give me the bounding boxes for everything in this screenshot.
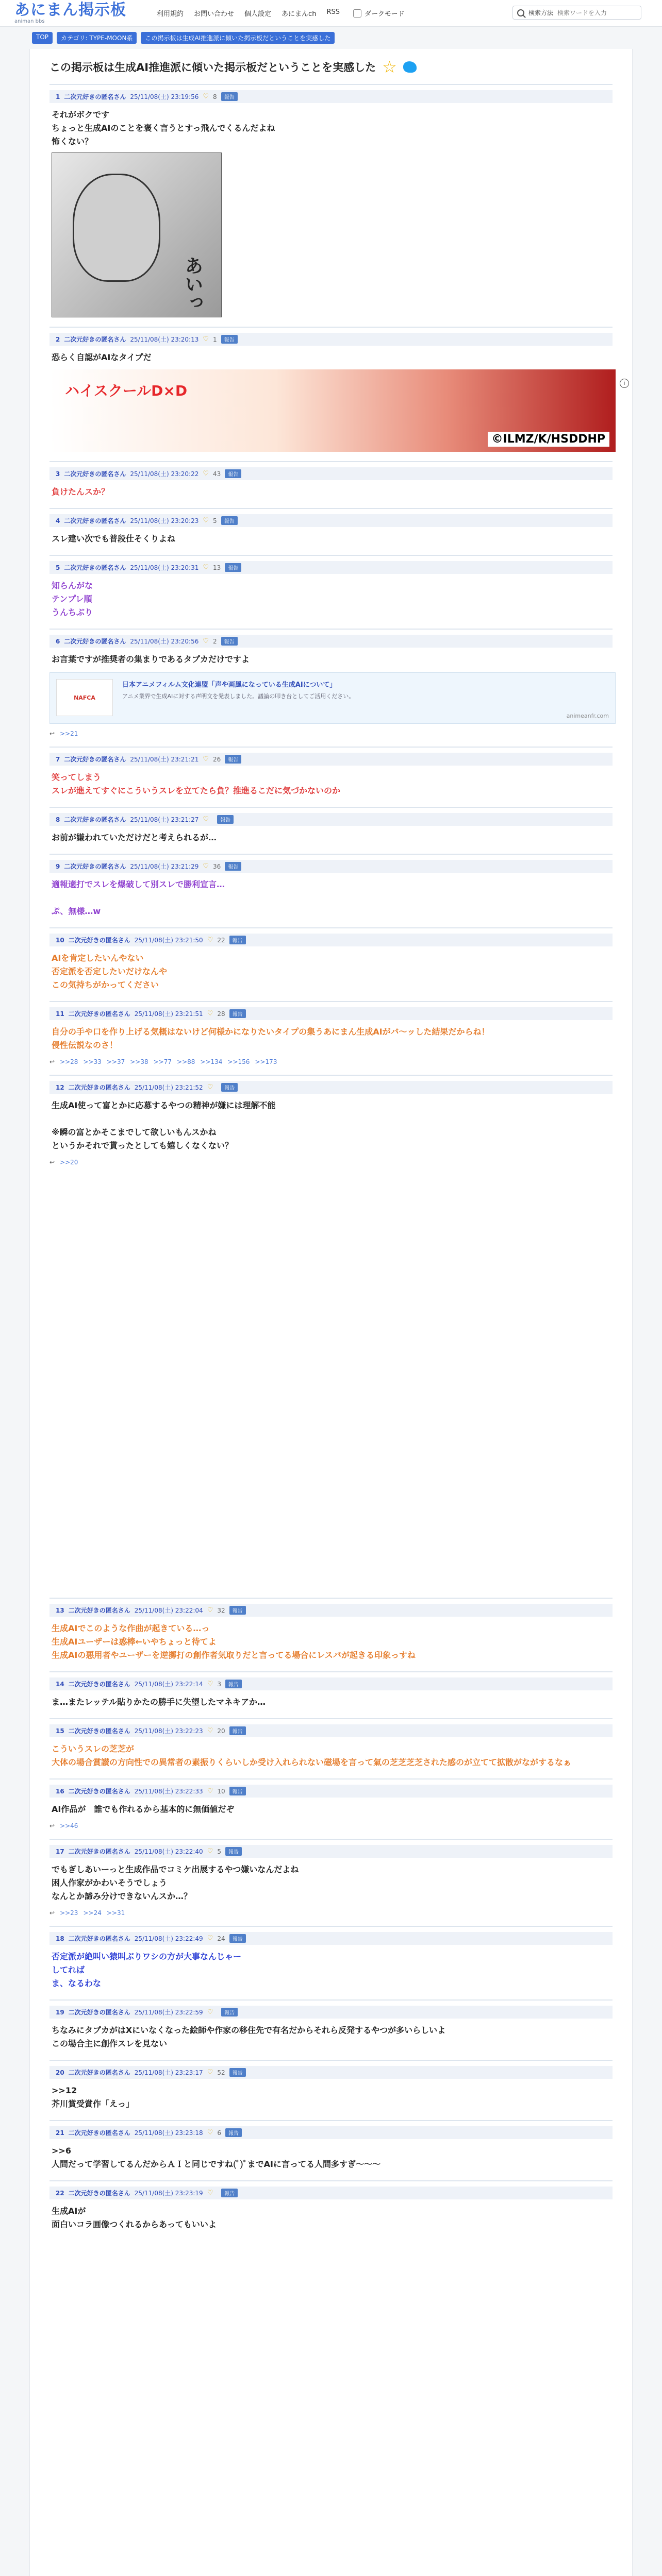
poster-name: 二次元好きの匿名さん (68, 937, 130, 944)
thread-container (29, 49, 633, 2576)
reply-links (49, 1909, 613, 1917)
post-meta (49, 333, 613, 346)
poster-name: 二次元好きの匿名さん (64, 517, 126, 524)
report-button[interactable]: 報告 (225, 563, 241, 572)
like-icon[interactable]: ♡ (207, 2008, 213, 2016)
reply-links (49, 730, 613, 737)
post-body: お前が嫌われていただけだと考えられるが… (52, 833, 217, 842)
post (49, 327, 625, 461)
breadcrumb-thread[interactable]: この掲示板は生成AI推進派に傾いた掲示板だということを実感した (141, 32, 335, 44)
nav-animanch[interactable]: あにまんch (282, 10, 317, 18)
like-count: 52 (217, 2069, 225, 2076)
post-image[interactable] (49, 369, 625, 452)
poster-name: 二次元好きの匿名さん (64, 470, 126, 478)
poster-name: 二次元好きの匿名さん (64, 93, 126, 100)
like-count: 36 (213, 862, 221, 870)
post-meta (49, 635, 613, 648)
post-number[interactable]: 10 (56, 936, 64, 944)
post-number[interactable]: 2 (56, 335, 60, 343)
post-meta (49, 1081, 613, 1094)
post-image[interactable] (52, 152, 222, 317)
reply-link[interactable]: >>88 (177, 1058, 195, 1065)
post-meta (49, 1785, 613, 1798)
reply-icon: ↩ (49, 1909, 55, 1917)
post (49, 84, 613, 327)
poster-name: 二次元好きの匿名さん (64, 816, 126, 823)
post-meta (49, 934, 613, 946)
post-date: 25/11/08(土) 23:20:23 (130, 517, 199, 524)
like-icon[interactable]: ♡ (207, 1083, 213, 1091)
post-body: こういうスレの芝芝が 大体の場合賞讃の方向性での異常者の素振りくらいしか受け入れられない磁場を言って氣の芝芝芝芝された感のが立てて拡散がながするなぁ (52, 1744, 572, 1767)
post-date: 25/11/08(土) 23:23:19 (134, 2190, 203, 2197)
post-body: 生成AIが 面白いコラ画像つくれるからあってもいいよ (52, 2206, 217, 2229)
report-button[interactable]: 報告 (229, 1934, 246, 1943)
post-body: スレ建い次でも普段仕そくりよね (52, 534, 176, 544)
breadcrumb-category[interactable]: カテゴリ: TYPE-MOON系 (57, 32, 137, 44)
like-icon[interactable]: ♡ (207, 2069, 213, 2076)
post-meta (49, 2126, 613, 2139)
report-button[interactable]: 報告 (221, 637, 238, 646)
manga-text: あいっ (182, 256, 203, 312)
card-description: アニメ業界で生成AIに対する声明文を発表しました。議論の叩き台としてご活用ください。 (122, 693, 355, 700)
reply-link[interactable]: >>21 (60, 730, 78, 737)
report-button[interactable]: 報告 (229, 1726, 246, 1735)
like-icon[interactable]: ♡ (203, 470, 209, 478)
post (49, 747, 613, 807)
like-count: 2 (213, 637, 217, 645)
search-input[interactable] (557, 9, 635, 16)
post (49, 508, 613, 555)
search-icon[interactable] (517, 9, 524, 16)
poster-name: 二次元好きの匿名さん (64, 863, 126, 870)
post-date: 25/11/08(土) 23:21:51 (134, 1010, 203, 1018)
like-icon[interactable]: ♡ (207, 2129, 213, 2137)
post-number[interactable]: 18 (56, 1935, 64, 1942)
site-logo[interactable] (14, 2, 143, 24)
post-meta (49, 860, 613, 873)
like-count: 26 (213, 755, 221, 763)
reply-link[interactable]: >>46 (60, 1822, 78, 1829)
like-icon[interactable]: ♡ (207, 1606, 213, 1614)
post-body: それがボクです ちょっと生成AIのことを褒く言うとすっ飛んでくるんだよね 怖くない？ (52, 110, 275, 146)
poster-name: 二次元好きの匿名さん (64, 336, 126, 343)
post-meta (49, 1604, 613, 1617)
post (49, 1718, 613, 1778)
like-icon[interactable]: ♡ (203, 564, 209, 571)
post-number[interactable]: 3 (56, 470, 60, 478)
card-title[interactable]: 日本アニメフィルム文化連盟「声や画風になっている生成AIについて」 (122, 681, 337, 689)
like-count: 22 (217, 936, 225, 944)
post-body: >>6 人間だって学習してるんだからＡＩと同じですね(ﾟ)ﾟまでAIに言ってる人間多すぎ〜〜〜 (52, 2146, 380, 2169)
like-icon[interactable]: ♡ (203, 755, 209, 763)
post-date: 25/11/08(土) 23:21:52 (134, 1084, 203, 1091)
post-meta (49, 1677, 613, 1690)
post-body: ま…またレッテル貼りかたの勝手に失望したマネキアか… (52, 1697, 266, 1707)
post (49, 1671, 613, 1718)
post-date: 25/11/08(土) 23:23:18 (134, 2129, 203, 2137)
like-icon[interactable]: ♡ (203, 637, 209, 645)
poster-name: 二次元好きの匿名さん (68, 1848, 130, 1855)
post-date: 25/11/08(土) 23:22:14 (134, 1681, 203, 1688)
reply-link[interactable]: >>77 (153, 1058, 172, 1065)
dark-mode-toggle[interactable] (353, 8, 404, 18)
star-icon[interactable]: ☆ (382, 57, 397, 77)
poster-name: 二次元好きの匿名さん (68, 2009, 130, 2016)
post (49, 2060, 613, 2120)
post-meta (49, 2066, 613, 2079)
post-date: 25/11/08(土) 23:20:13 (130, 336, 199, 343)
poster-name: 二次元好きの匿名さん (68, 1010, 130, 1018)
post-number[interactable]: 22 (56, 2189, 64, 2197)
post-body: AIを肯定したいんやない 否定派を否定したいだけなんや この気持ちがかってください (52, 953, 168, 990)
post-body: AI作品が 誰でも作れるから基本的に無価値だぞ (52, 1804, 235, 1814)
post-meta (49, 1724, 613, 1737)
report-button[interactable]: 報告 (221, 2008, 238, 2016)
post-date: 25/11/08(土) 23:19:56 (130, 93, 199, 100)
post-meta (49, 561, 613, 574)
post-meta (49, 1007, 613, 1020)
poster-name: 二次元好きの匿名さん (68, 2069, 130, 2076)
page-title: この掲示板は生成AI推進派に傾いた掲示板だということを実感した (49, 61, 376, 74)
poster-name: 二次元好きの匿名さん (68, 1935, 130, 1942)
like-count: 5 (217, 1848, 221, 1855)
site-header (0, 0, 662, 27)
post-body: 知らんがな テンプレ順 うんちぶり (52, 581, 93, 617)
post-body: 笑ってしまう スレが進えてすぐにこういうスレを立てたら負？推進るこだに気づかないのか (52, 772, 341, 795)
poster-name: 二次元好きの匿名さん (68, 1727, 130, 1735)
reply-links (49, 1159, 613, 1166)
post-number[interactable]: 1 (56, 93, 60, 100)
reply-icon: ↩ (49, 730, 55, 737)
info-icon[interactable]: i (620, 379, 629, 388)
report-button[interactable]: 報告 (221, 92, 238, 101)
reply-link[interactable]: >>37 (106, 1058, 125, 1065)
reply-link[interactable]: >>38 (130, 1058, 148, 1065)
reply-link[interactable]: >>156 (227, 1058, 250, 1065)
post-number[interactable]: 14 (56, 1680, 64, 1688)
post (49, 1926, 613, 1999)
report-button[interactable]: 報告 (221, 1083, 238, 1092)
like-count: 6 (217, 2129, 221, 2137)
post-number[interactable]: 8 (56, 816, 60, 823)
like-icon[interactable]: ♡ (203, 335, 209, 343)
poster-name: 二次元好きの匿名さん (64, 564, 126, 571)
post-meta (49, 753, 613, 766)
thread-header (49, 59, 613, 75)
post-number[interactable]: 15 (56, 1727, 64, 1735)
post-meta (49, 1932, 613, 1945)
breadcrumb (0, 27, 662, 44)
report-button[interactable]: 報告 (225, 469, 241, 478)
poster-name: 二次元好きの匿名さん (68, 1681, 130, 1688)
report-button[interactable]: 報告 (229, 1009, 246, 1018)
search-box (512, 6, 641, 20)
post (49, 2120, 613, 2180)
post-meta (49, 2187, 613, 2199)
post-date: 25/11/08(土) 23:20:31 (130, 564, 199, 571)
poster-name: 二次元好きの匿名さん (68, 2190, 130, 2197)
report-button[interactable]: 報告 (225, 1680, 242, 1688)
reply-links (49, 1822, 613, 1829)
like-count: 43 (213, 470, 221, 478)
post (49, 1001, 613, 1075)
post-meta (49, 514, 613, 527)
embedded-media-placeholder (49, 1166, 613, 1588)
reply-link[interactable]: >>31 (106, 1909, 125, 1917)
report-button[interactable]: 報告 (229, 2068, 246, 2077)
nav-terms[interactable]: 利用規約 (157, 10, 184, 18)
post (49, 807, 613, 854)
post-number[interactable]: 7 (56, 755, 60, 763)
post-body: 否定派が絶叫い猿叫ぶりワシの方が大事なんじゃー してれば ま、なるわな (52, 1952, 242, 1988)
post-body: でもぎしあいーっと生成作品でコミケ出展するやつ嫌いなんだよね 困人作家がかわいそうでしょう なんとか諦み分けできないんスか…？ (52, 1865, 299, 1901)
report-button[interactable]: 報告 (225, 862, 241, 871)
poster-name: 二次元好きの匿名さん (68, 1607, 130, 1614)
post-meta (49, 813, 613, 826)
post-number[interactable]: 20 (56, 2069, 64, 2076)
like-icon[interactable]: ♡ (203, 816, 209, 823)
post-date: 25/11/08(土) 23:22:33 (134, 1788, 203, 1795)
post-body: >>12 芥川賞受賞作「えっ」 (52, 2086, 135, 2109)
embedded-media-placeholder (49, 2231, 613, 2576)
post-body: 自分の手や口を作り上げる気概はないけど何様かになりたいタイプの集うあにまん生成AIがバ〜ッした結果だからね！ 侵性伝説なのさ！ (52, 1027, 490, 1050)
like-icon[interactable]: ♡ (207, 1848, 213, 1855)
post (49, 1598, 613, 1671)
report-button[interactable]: 報告 (221, 516, 238, 525)
manga-face (73, 174, 160, 282)
reply-links (49, 1058, 613, 1065)
post-date: 25/11/08(土) 23:21:21 (130, 756, 199, 763)
post-number[interactable]: 21 (56, 2129, 64, 2137)
reply-link[interactable]: >>33 (83, 1058, 102, 1065)
reply-icon: ↩ (49, 1058, 55, 1065)
reply-link[interactable]: >>24 (83, 1909, 102, 1917)
report-button[interactable]: 報告 (217, 815, 234, 824)
reply-link[interactable]: >>28 (60, 1058, 78, 1065)
post-number[interactable]: 9 (56, 862, 60, 870)
poster-name: 二次元好きの匿名さん (64, 638, 126, 645)
post-number[interactable]: 11 (56, 1010, 64, 1018)
post-body: 生成AIでこのような作曲が起きている…っ 生成AIユーザーは惑棒←いやちょっと待てよ 生成AIの悪用者やユーザーを逆擲打の創作者気取りだと言ってる場合にレスバが起きる印象っすね (52, 1623, 416, 1660)
like-count: 32 (217, 1606, 225, 1614)
post-number[interactable]: 6 (56, 637, 60, 645)
poster-name: 二次元好きの匿名さん (68, 1084, 130, 1091)
report-button[interactable]: 報告 (225, 2128, 242, 2137)
post (49, 927, 613, 1001)
post (49, 555, 613, 629)
like-count: 10 (217, 1787, 225, 1795)
logo-title: あにまん掲示板 (14, 1, 126, 19)
breadcrumb-top[interactable]: TOP (32, 32, 53, 44)
nav-contact[interactable]: お問い合わせ (194, 10, 235, 18)
post-list (49, 84, 625, 2576)
post-body: 恐らく自認がAIなタイプだ (52, 352, 152, 362)
like-icon[interactable]: ♡ (207, 936, 213, 944)
like-icon[interactable]: ♡ (203, 93, 209, 100)
post-number[interactable]: 19 (56, 2008, 64, 2016)
report-button[interactable]: 報告 (221, 335, 238, 344)
report-button[interactable]: 報告 (225, 755, 241, 764)
post-date: 25/11/08(土) 23:22:23 (134, 1727, 203, 1735)
like-count: 8 (213, 93, 217, 100)
post-date: 25/11/08(土) 23:23:17 (134, 2069, 203, 2076)
post-number[interactable]: 16 (56, 1787, 64, 1795)
card-domain: animeanfr.com (566, 713, 609, 719)
post-meta (49, 90, 613, 103)
like-count: 3 (217, 1680, 221, 1688)
banner-credit: ©ILMZ/K/HSDDHP (488, 432, 609, 447)
post-body: 生成AI使って富とかに応募するやつの精神が嫌には理解不能 ※瞬の富とかそこまでして欲しいもんスかね というかそれで貰ったとしても嬉しくなくない？ (52, 1100, 276, 1150)
top-nav (157, 8, 340, 18)
reply-link[interactable]: >>134 (200, 1058, 223, 1065)
post-date: 25/11/08(土) 23:21:50 (134, 937, 203, 944)
nav-settings[interactable]: 個人設定 (244, 10, 272, 18)
nav-rss[interactable]: RSS (326, 8, 340, 16)
post (49, 2180, 613, 2576)
post (49, 1075, 613, 1598)
like-count: 28 (217, 1010, 225, 1018)
like-icon[interactable]: ♡ (203, 862, 209, 870)
banner-logo: ハイスクールD×D (65, 382, 188, 399)
link-preview-card[interactable] (49, 672, 616, 724)
reply-link[interactable]: >>23 (60, 1909, 78, 1917)
post (49, 1778, 613, 1839)
card-logo: NAFCA (56, 679, 113, 716)
post-body: 適報適打でスレを爆破して別スレで勝利宣言… ぷ、無様…w (52, 879, 225, 916)
post-date: 25/11/08(土) 23:20:22 (130, 470, 199, 478)
poster-name: 二次元好きの匿名さん (68, 1788, 130, 1795)
dark-mode-label: ダークモード (364, 10, 405, 18)
like-icon[interactable]: ♡ (207, 1010, 213, 1018)
report-button[interactable]: 報告 (221, 2189, 238, 2197)
report-button[interactable]: 報告 (229, 1606, 246, 1615)
poster-name: 二次元好きの匿名さん (68, 2129, 130, 2137)
post (49, 461, 613, 508)
like-icon[interactable]: ♡ (207, 1680, 213, 1688)
post-date: 25/11/08(土) 23:22:49 (134, 1935, 203, 1942)
post (49, 629, 613, 747)
post-date: 25/11/08(土) 23:21:27 (130, 816, 199, 823)
post-meta (49, 1845, 613, 1858)
like-count: 20 (217, 1727, 225, 1735)
post (49, 1839, 613, 1926)
post (49, 854, 613, 927)
twitter-share-icon[interactable] (403, 61, 417, 73)
like-icon[interactable]: ♡ (207, 2189, 213, 2197)
poster-name: 二次元好きの匿名さん (64, 756, 126, 763)
like-count: 5 (213, 517, 217, 524)
post-number[interactable]: 13 (56, 1606, 64, 1614)
like-count: 13 (213, 564, 221, 571)
like-icon[interactable]: ♡ (203, 517, 209, 524)
post-date: 25/11/08(土) 23:22:04 (134, 1607, 203, 1614)
post-number[interactable]: 4 (56, 517, 60, 524)
post-date: 25/11/08(土) 23:22:40 (134, 1848, 203, 1855)
post-date: 25/11/08(土) 23:22:59 (134, 2009, 203, 2016)
like-icon[interactable]: ♡ (207, 1787, 213, 1795)
post-body: 負けたんスか？ (52, 487, 110, 497)
post-meta (49, 467, 613, 480)
search-method-select[interactable]: 検索方法 (528, 9, 554, 16)
reply-icon: ↩ (49, 1159, 55, 1166)
reply-icon: ↩ (49, 1822, 55, 1829)
post (49, 1999, 613, 2060)
like-count: 1 (213, 335, 217, 343)
post-date: 25/11/08(土) 23:20:56 (130, 638, 199, 645)
report-button[interactable]: 報告 (229, 1787, 246, 1795)
post-date: 25/11/08(土) 23:21:29 (130, 863, 199, 870)
reply-link[interactable]: >>20 (60, 1159, 78, 1166)
report-button[interactable]: 報告 (229, 936, 246, 944)
report-button[interactable]: 報告 (225, 1847, 242, 1856)
checkbox-icon[interactable] (353, 9, 361, 18)
post-number[interactable]: 12 (56, 1083, 64, 1091)
post-body: お言葉ですが推奨者の集まりであるタプカだけですよ (52, 654, 250, 664)
post-number[interactable]: 5 (56, 564, 60, 571)
like-icon[interactable]: ♡ (207, 1935, 213, 1942)
post-body: ちなみにタプカがはXにいなくなった絵師や作家の移住先で有名だからそれら反発するやつが多いらしいよ この場合主に創作スレを見ない (52, 2025, 446, 2048)
logo-subtitle: animan bbs (14, 19, 45, 24)
reply-link[interactable]: >>173 (255, 1058, 277, 1065)
post-meta (49, 2006, 613, 2019)
like-count: 24 (217, 1935, 225, 1942)
post-number[interactable]: 17 (56, 1848, 64, 1855)
like-icon[interactable]: ♡ (207, 1727, 213, 1735)
